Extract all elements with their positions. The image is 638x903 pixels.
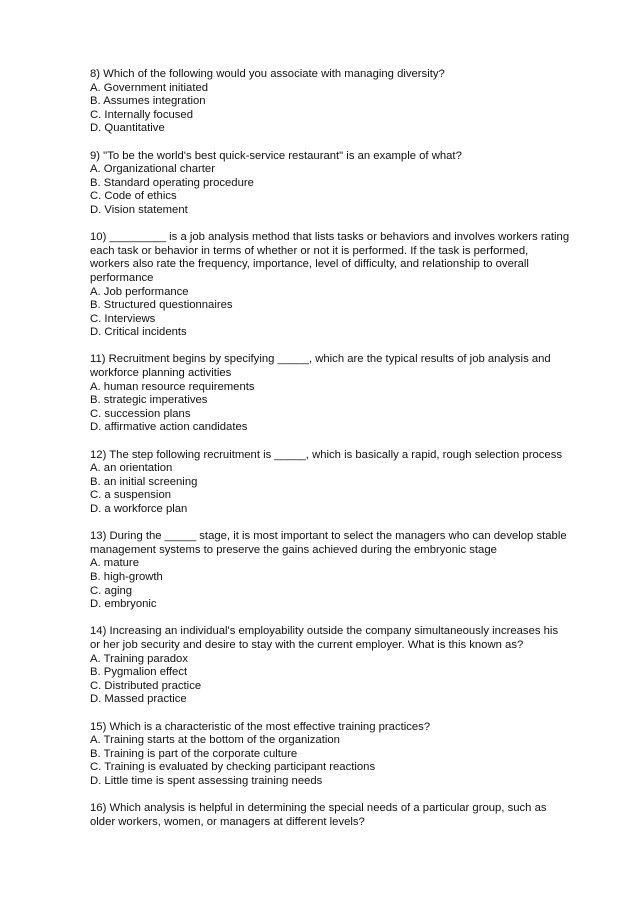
question-9: [90, 150, 600, 218]
answer-option: C. Interviews: [90, 312, 156, 325]
answer-option: A. Training starts at the bottom of the organization: [90, 734, 340, 747]
question-text-line: older workers, women, or managers at different levels?: [90, 815, 365, 828]
question-text-line: each task or behavior in terms of whether or not it is performed. If the task is performed,: [90, 244, 529, 257]
answer-option: C. Code of ethics: [90, 190, 177, 203]
answer-option: A. Government initiated: [90, 81, 209, 94]
question-text-line: 12) The step following recruitment is _____, which is basically a rapid, rough selection process: [90, 448, 562, 461]
answer-option: C. aging: [90, 584, 133, 597]
answer-option: D. Massed practice: [90, 693, 187, 706]
answer-option: C. Training is evaluated by checking participant reactions: [90, 761, 376, 774]
answer-option: A. mature: [90, 557, 139, 570]
answer-option: C. a suspension: [90, 489, 172, 502]
answer-option: B. Assumes integration: [90, 95, 206, 108]
answer-option: B. an initial screening: [90, 475, 198, 488]
question-16: [90, 802, 600, 829]
question-text-line: 14) Increasing an individual's employability outside the company simultaneously increases his: [90, 625, 559, 638]
question-text-line: performance: [90, 271, 154, 284]
question-11: [90, 353, 600, 435]
question-12: [90, 449, 600, 517]
answer-option: C. succession plans: [90, 407, 191, 420]
answer-option: A. Organizational charter: [90, 163, 215, 176]
answer-option: C. Distributed practice: [90, 679, 202, 692]
question-text-line: 15) Which is a characteristic of the most effective training practices?: [90, 720, 431, 733]
answer-option: C. Internally focused: [90, 108, 193, 121]
answer-option: A. an orientation: [90, 462, 173, 475]
answer-option: A. Training paradox: [90, 652, 188, 665]
question-text-line: 16) Which analysis is helpful in determining the special needs of a particular group, such as: [90, 802, 547, 815]
question-text-line: or her job security and desire to stay with the current employer. What is this known as?: [90, 638, 524, 651]
answer-option: A. human resource requirements: [90, 380, 255, 393]
answer-option: A. Job performance: [90, 285, 189, 298]
question-text-line: workers also rate the frequency, importance, level of difficulty, and relationship to overall: [90, 258, 529, 271]
answer-option: D. Critical incidents: [90, 326, 187, 339]
question-15: [90, 721, 600, 789]
answer-option: D. Vision statement: [90, 203, 188, 216]
question-text-line: 8) Which of the following would you associate with managing diversity?: [90, 68, 445, 80]
answer-option: B. strategic imperatives: [90, 394, 208, 407]
question-10: [90, 231, 600, 340]
answer-option: B. Standard operating procedure: [90, 176, 254, 189]
answer-option: D. affirmative action candidates: [90, 421, 248, 434]
question-text-line: 11) Recruitment begins by specifying _____, which are the typical results of job analysis and: [90, 353, 551, 366]
answer-option: B. Structured questionnaires: [90, 299, 233, 312]
answer-option: B. Pygmalion effect: [90, 666, 188, 679]
answer-option: B. high-growth: [90, 570, 163, 583]
question-text-line: management systems to preserve the gains achieved during the embryonic stage: [90, 543, 497, 556]
answer-option: D. Little time is spent assessing training needs: [90, 774, 323, 787]
question-text-line: workforce planning activities: [90, 367, 232, 380]
question-text-line: 9) "To be the world's best quick-service restaurant" is an example of what?: [90, 149, 462, 162]
answer-option: B. Training is part of the corporate culture: [90, 747, 298, 760]
question-text-line: 13) During the _____ stage, it is most important to select the managers who can develop stable: [90, 530, 567, 543]
question-text-line: 10) _________ is a job analysis method that lists tasks or behaviors and involves workers rating: [90, 231, 570, 244]
document-page: [90, 68, 600, 843]
answer-option: D. embryonic: [90, 598, 157, 611]
answer-option: D. Quantitative: [90, 122, 165, 135]
answer-option: D. a workforce plan: [90, 503, 188, 515]
question-14: [90, 625, 600, 707]
question-13: [90, 530, 600, 612]
question-8: [90, 68, 600, 136]
